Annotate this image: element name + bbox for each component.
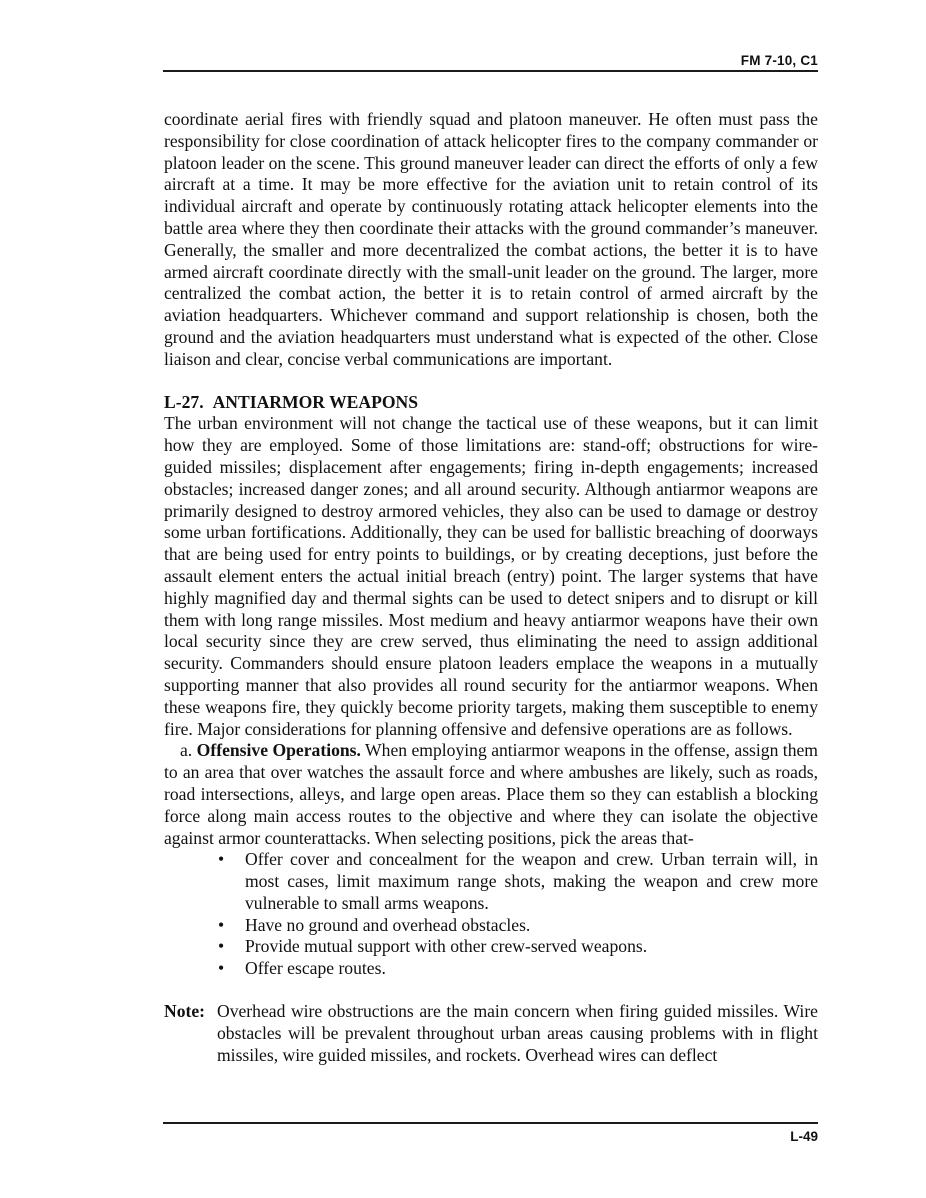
list-item [218, 914, 818, 937]
section-body-paragraph: The urban environment will not change the tactical use of these weapons, but it can limit how they are employed. Some of those limitations are: stand-off; obstructions for wire-guided missiles; displacement after engagements; firing in-depth engagements; increased obstacles; increased danger zones; and all around security. Although antiarmor weapons are primarily designed to destroy armored vehicles, they also can be used to damage or destroy some urban fortifications. Additionally, they can be used for ballistic breaching of doorways that are being used for entry points to buildings, or by creating deceptions, just before the assault element enters the actual initial breach (entry) point. The larger systems that have highly magnified day and thermal sights can be used to detect snipers and to disrupt or kill them with long range missiles. Most medium and heavy antiarmor weapons have their own local security since they are crew served, thus eliminating the need to assign additional security. Commanders should ensure platoon leaders emplace the weapons in a mutually supporting manner that also provides all round security for the antiarmor weapons. When these weapons fire, they quickly become priority targets, making them susceptible to enemy fire. Major considerations for planning offensive and defensive operations are as follows. [164, 413, 818, 739]
subsection-a-paragraph [164, 740, 818, 849]
list-item [218, 936, 818, 958]
list-item [218, 958, 818, 980]
note-text: Overhead wire obstructions are the main concern when firing guided missiles. Wire obstacles will be prevalent throughout urban areas causing problems with in flight missiles, wire guided missiles, and rockets. Overhead wires can deflect [217, 1001, 818, 1065]
list-item [218, 849, 818, 914]
bullet-list [164, 849, 818, 980]
page-footer [163, 1122, 818, 1154]
subsection-body: When employing antiarmor weapons in the offense, assign them to an area that over watches the assault force and where ambushes are likely, such as roads, road intersections, alleys, and large open areas. Place them so they can establish a blocking force along main access routes to the objective and where they can isolate the objective against armor counterattacks. When selecting positions, pick the areas that- [164, 740, 818, 848]
section-title: ANTIARMOR WEAPONS [212, 391, 419, 412]
document-id: FM 7-10, C1 [740, 53, 818, 68]
page-content [164, 109, 818, 1066]
section-heading [164, 392, 818, 414]
note-label: Note: [164, 1001, 206, 1022]
list-item-text: Provide mutual support with other crew-served weapons. [245, 936, 648, 957]
bullet-icon: • [218, 849, 225, 870]
page-header [163, 30, 818, 72]
subsection-title: Offensive Operations. [196, 740, 361, 761]
list-item-text: Offer escape routes. [245, 958, 386, 979]
bullet-icon: • [218, 914, 225, 935]
intro-paragraph: coordinate aerial fires with friendly squad and platoon maneuver. He often must pass the responsibility for close coordination of attack helicopter fires to the company commander or platoon leader on the scene. This ground maneuver leader can direct the efforts of only a few aircraft at a time. It may be more effective for the aviation unit to retain control of its individual aircraft and operate by continuously rotating attack helicopter elements into the battle area where they then coordinate their attacks with the ground commander’s maneuver. Generally, the smaller and more decentralized the combat actions, the better it is to have armed aircraft coordinate directly with the small-unit leader on the ground. The larger, more centralized the combat action, the better it is to retain control of armed aircraft by the aviation headquarters. Whichever command and support relationship is chosen, both the ground and the aviation headquarters must understand what is expected of the other. Close liaison and clear, concise verbal communications are important. [164, 109, 818, 369]
bullet-icon: • [218, 936, 225, 957]
section-number: L-27. [164, 391, 204, 412]
list-item-text: Offer cover and concealment for the weapon and crew. Urban terrain will, in most cases, limit maximum range shots, making the weapon and crew more vulnerable to small arms weapons. [245, 849, 818, 913]
note-block [164, 1001, 818, 1066]
page-number: L-49 [790, 1129, 818, 1144]
bullet-icon: • [218, 958, 225, 979]
list-item-text: Have no ground and overhead obstacles. [245, 914, 531, 935]
subsection-letter: a. [180, 740, 193, 761]
